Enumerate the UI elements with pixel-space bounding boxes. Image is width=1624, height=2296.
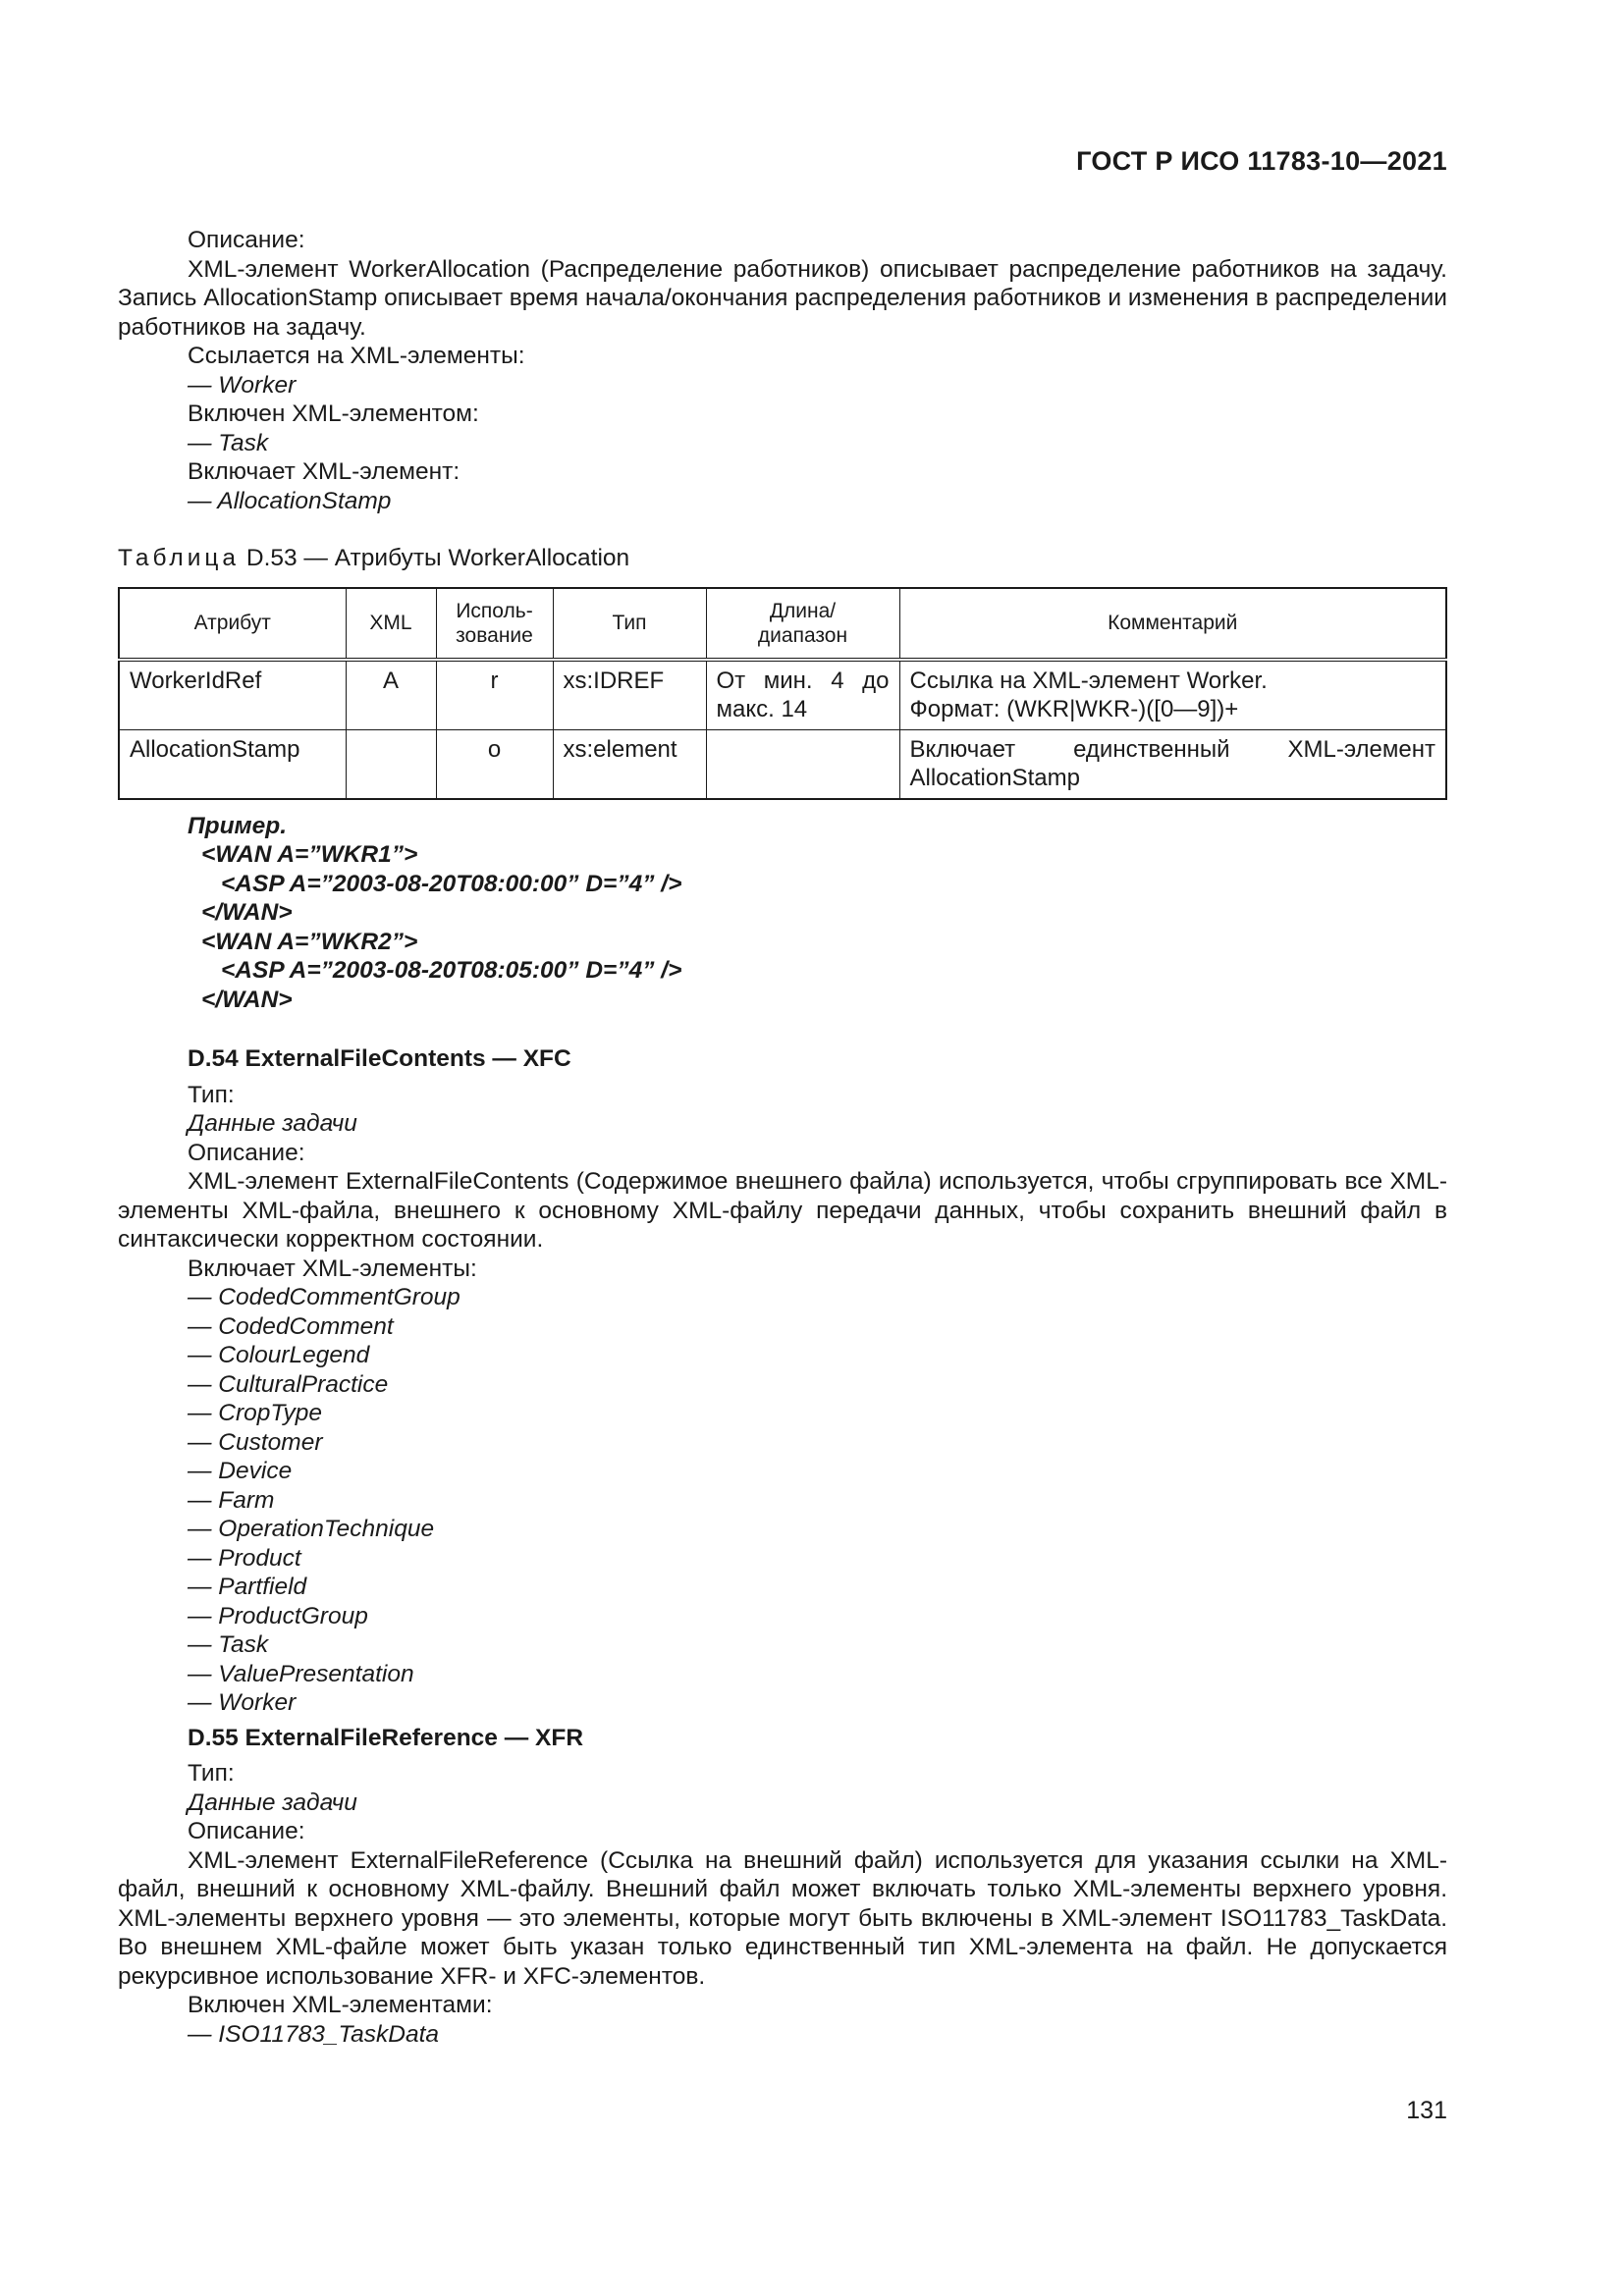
section-title-d54: D.54 ExternalFileContents — XFC <box>188 1045 571 1072</box>
table-row <box>119 660 1446 730</box>
list-item: — ValuePresentation <box>188 1660 414 1687</box>
cell-length-range: От мин. 4 до макс. 14 <box>706 660 899 730</box>
example-line: <WAN A=”WKR1”> <box>201 841 418 868</box>
page-content <box>118 226 1447 2049</box>
list-item: — Customer <box>188 1428 323 1456</box>
includes-item: — AllocationStamp <box>188 487 392 514</box>
table-header-row <box>119 588 1446 660</box>
cell-usage: o <box>436 729 553 799</box>
attributes-table <box>118 587 1447 800</box>
list-item: — ColourLegend <box>188 1342 370 1368</box>
example-label: Пример. <box>188 812 288 839</box>
cell-usage: r <box>436 660 553 730</box>
d54-type-value: Данные задачи <box>188 1110 357 1137</box>
example-line: </WAN> <box>201 899 293 926</box>
cell-xml <box>346 729 436 799</box>
d55-description-label: Описание: <box>188 1818 305 1844</box>
list-item: — ProductGroup <box>188 1602 368 1629</box>
header-xml: XML <box>346 588 436 660</box>
header-type: Тип <box>553 588 706 660</box>
section-title-d55: D.55 ExternalFileReference — XFR <box>188 1724 584 1751</box>
list-item: — Partfield <box>188 1574 307 1600</box>
d54-type-label: Тип: <box>188 1081 235 1108</box>
list-item: — Worker <box>188 1689 297 1716</box>
d55-included-item: — ISO11783_TaskData <box>188 2020 440 2048</box>
d54-includes-list <box>118 1283 1447 1718</box>
description-label: Описание: <box>188 227 305 253</box>
d54-description-label: Описание: <box>188 1139 305 1166</box>
cell-comment: Ссылка на XML-элемент Worker. Формат: (WKR|WKR-)([0—9])+ <box>899 660 1446 730</box>
d54-description-text: XML-элемент ExternalFileContents (Содержимое внешнего файла) используется, чтобы сгруппировать все XML-элементы XML-файла, внешнего к основному XML-файлу передачи данных, чтобы сохранить внешний файл в синтаксически корректном состоянии. <box>118 1168 1447 1253</box>
list-item: — CulturalPractice <box>188 1370 389 1398</box>
table-caption-title: D.53 — Атрибуты WorkerAllocation <box>240 545 630 571</box>
list-item: — CodedCommentGroup <box>188 1284 460 1310</box>
includes-label: Включает XML-элемент: <box>188 458 460 485</box>
list-item: — Product <box>188 1544 301 1572</box>
included-label: Включен XML-элементом: <box>188 400 479 427</box>
list-item: — Task <box>188 1631 269 1658</box>
table-caption-prefix: Таблица <box>118 545 241 571</box>
list-item: — Farm <box>188 1486 275 1514</box>
d55-description-text: XML-элемент ExternalFileReference (Ссылка на внешний файл) используется для указания ссылки на XML-файл, внешний к основному XML-файлу. Внешний файл может включать только XML-элементы верхнего уровня. XML-элементы верхнего уровня — это элементы, которые могут быть включены в XML-элемент ISO11783_TaskData. Во внешнем XML-файле может быть указан только единственный тип XML-элемента на файл. Не допускается рекурсивное использование XFR- и XFC-элементов. <box>118 1846 1447 1990</box>
cell-comment: Включает единственный XML-элемент AllocationStamp <box>899 729 1446 799</box>
cell-attribute: WorkerIdRef <box>119 660 346 730</box>
list-item: — CropType <box>188 1400 323 1426</box>
list-item: — CodedComment <box>188 1312 394 1340</box>
table-caption <box>118 544 1447 573</box>
included-item: — Task <box>188 429 269 456</box>
header-attribute: Атрибут <box>119 588 346 660</box>
page-number: 131 <box>1406 2097 1447 2124</box>
table-row <box>119 729 1446 799</box>
example-line: </WAN> <box>201 986 293 1013</box>
refers-label: Ссылается на XML-элементы: <box>188 343 525 369</box>
document-header: ГОСТ Р ИСО 11783-10—2021 <box>1076 146 1447 176</box>
refers-item: — Worker <box>188 371 297 399</box>
d54-includes-label: Включает XML-элементы: <box>188 1255 477 1282</box>
list-item: — Device <box>188 1458 293 1484</box>
list-item: — OperationTechnique <box>188 1516 435 1542</box>
cell-type: xs:element <box>553 729 706 799</box>
example-line: <ASP A=”2003-08-20T08:05:00” D=”4” /> <box>221 957 682 984</box>
example-block <box>118 812 1447 1015</box>
example-line: <ASP A=”2003-08-20T08:00:00” D=”4” /> <box>221 870 682 897</box>
cell-attribute: AllocationStamp <box>119 729 346 799</box>
d55-included-label: Включен XML-элементами: <box>188 1992 493 2018</box>
cell-xml: A <box>346 660 436 730</box>
description-text: XML-элемент WorkerAllocation (Распределение работников) описывает распределение работников на задачу. Запись AllocationStamp описывает время начала/окончания распределения работников и изменения в распределении работников на задачу. <box>118 255 1447 341</box>
cell-type: xs:IDREF <box>553 660 706 730</box>
example-line: <WAN A=”WKR2”> <box>201 928 418 955</box>
d55-type-label: Тип: <box>188 1760 235 1787</box>
header-usage: Исполь- зование <box>436 588 553 660</box>
cell-length-range <box>706 729 899 799</box>
header-length-range: Длина/ диапазон <box>706 588 899 660</box>
d55-type-value: Данные задачи <box>188 1789 357 1816</box>
header-comment: Комментарий <box>899 588 1446 660</box>
